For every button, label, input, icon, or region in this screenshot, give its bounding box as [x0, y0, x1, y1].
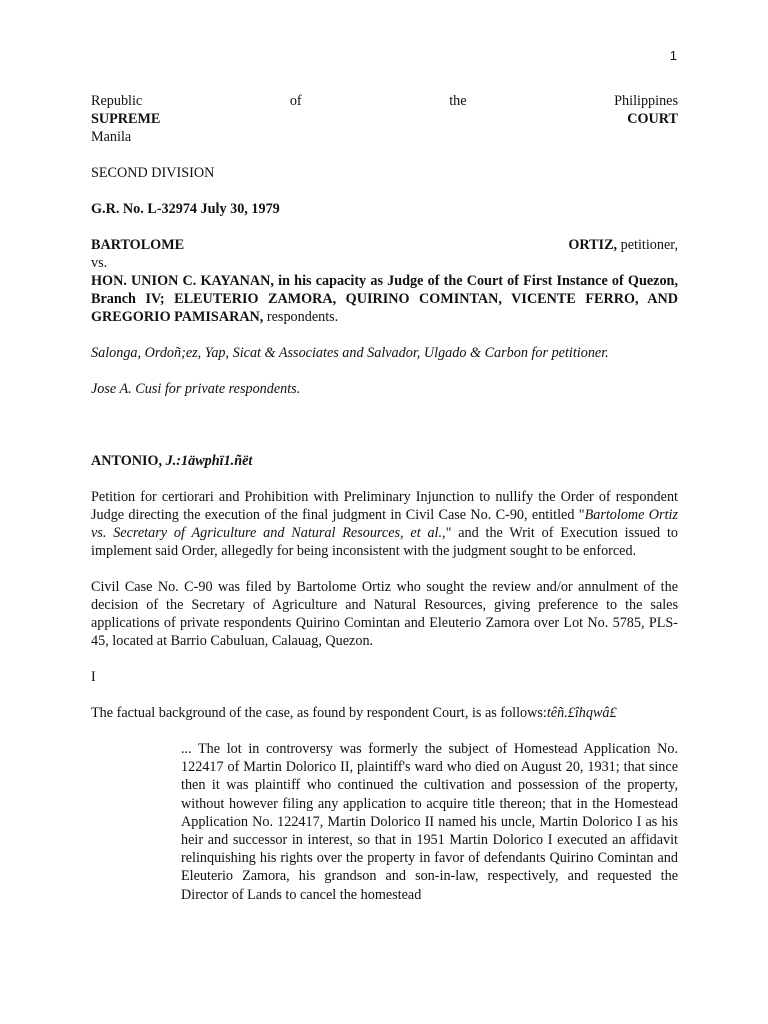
document-body [91, 92, 678, 904]
court-word: COURT [627, 111, 678, 127]
paragraph-petition [91, 488, 678, 560]
paragraph-background-text: The factual background of the case, as found by respondent Court, is as follows: [91, 705, 547, 721]
versus: vs. [91, 255, 108, 271]
court-line [91, 110, 678, 128]
ponente [91, 452, 678, 470]
the-word: the [449, 93, 467, 109]
petitioner-first-name: BARTOLOME [91, 237, 185, 253]
section-numeral: I [91, 669, 96, 685]
case-title-italic: Bartolome Ortiz vs. Secretary of Agriculture and Natural Resources, et al. [91, 507, 678, 541]
petitioner-line [91, 236, 678, 254]
paragraph-civil-case: Civil Case No. C-90 was filed by Bartolome Ortiz who sought the review and/or annulment of the decision of the Secretary of Agriculture and Natural Resources, giving preference to the sales applications of private respondents Quirino Comintan and Eleuterio Zamora over Lot No. 5785, PLS-45, located at Barrio Cabuluan, Calauag, Quezon. [91, 579, 678, 649]
petitioner-role: petitioner, [617, 237, 678, 253]
division-heading: SECOND DIVISION [91, 165, 215, 181]
page-number: 1 [669, 48, 677, 63]
republic-line [91, 92, 678, 110]
of-word: of [289, 93, 302, 109]
petitioner-last-group [568, 236, 678, 254]
supreme-word: SUPREME [91, 111, 161, 127]
block-quote: ... The lot in controversy was formerly the subject of Homestead Application No. 122417 of Martin Dolorico II, plaintiff's ward who died on August 20, 1931; that since then it was plaintiff who continued the cultivation and possession of the property, without however filing any application to acquire title thereon; that in the Homestead Application No. 122417, Martin Dolorico II named his uncle, Martin Dolorico I as his heir and successor in interest, so that in 1951 Martin Dolorico I executed an affidavit relinquishing his rights over the property in favor of defendants Quirino Comintan and Eleuterio Zamora, his grandson and son-in-law, respectively, and requested the Director of Lands to cancel the homestead [181, 741, 678, 903]
republic-word: Republic [91, 93, 143, 109]
respondents-names: HON. UNION C. KAYANAN, in his capacity as Judge of the Court of First Instance of Quezon, Branch IV; ELEUTERIO ZAMORA, QUIRINO COMINTAN, VICENTE FERRO, AND GREGORIO PAMISARAN, [91, 273, 678, 325]
philippines-word: Philippines [614, 93, 678, 109]
paragraph-background [91, 704, 678, 722]
city-line: Manila [91, 129, 132, 145]
counsel-respondents: Jose A. Cusi for private respondents. [91, 381, 301, 397]
petitioner-last-name: ORTIZ, [568, 237, 618, 253]
respondents-block [91, 272, 678, 326]
ponente-suffix: J.:1äwphï1.ñët [165, 453, 253, 469]
ponente-name: ANTONIO, [91, 453, 166, 469]
paragraph-petition-b: ," and the Writ of Execution issued to implement said Order, allegedly for being inconsistent with the judgment sought to be enforced. [91, 525, 678, 559]
respondents-role: respondents. [263, 309, 339, 325]
paragraph-petition-a: Petition for certiorari and Prohibition with Preliminary Injunction to nullify the Order of respondent Judge directing the execution of the final judgment in Civil Case No. C-90, entitled " [91, 489, 678, 523]
paragraph-background-suffix: têñ.£îhqwâ£ [546, 705, 617, 721]
counsel-petitioner: Salonga, Ordoñ;ez, Yap, Sicat & Associates and Salvador, Ulgado & Carbon for petitioner. [91, 345, 609, 361]
case-number: G.R. No. L-32974 July 30, 1979 [91, 201, 280, 217]
